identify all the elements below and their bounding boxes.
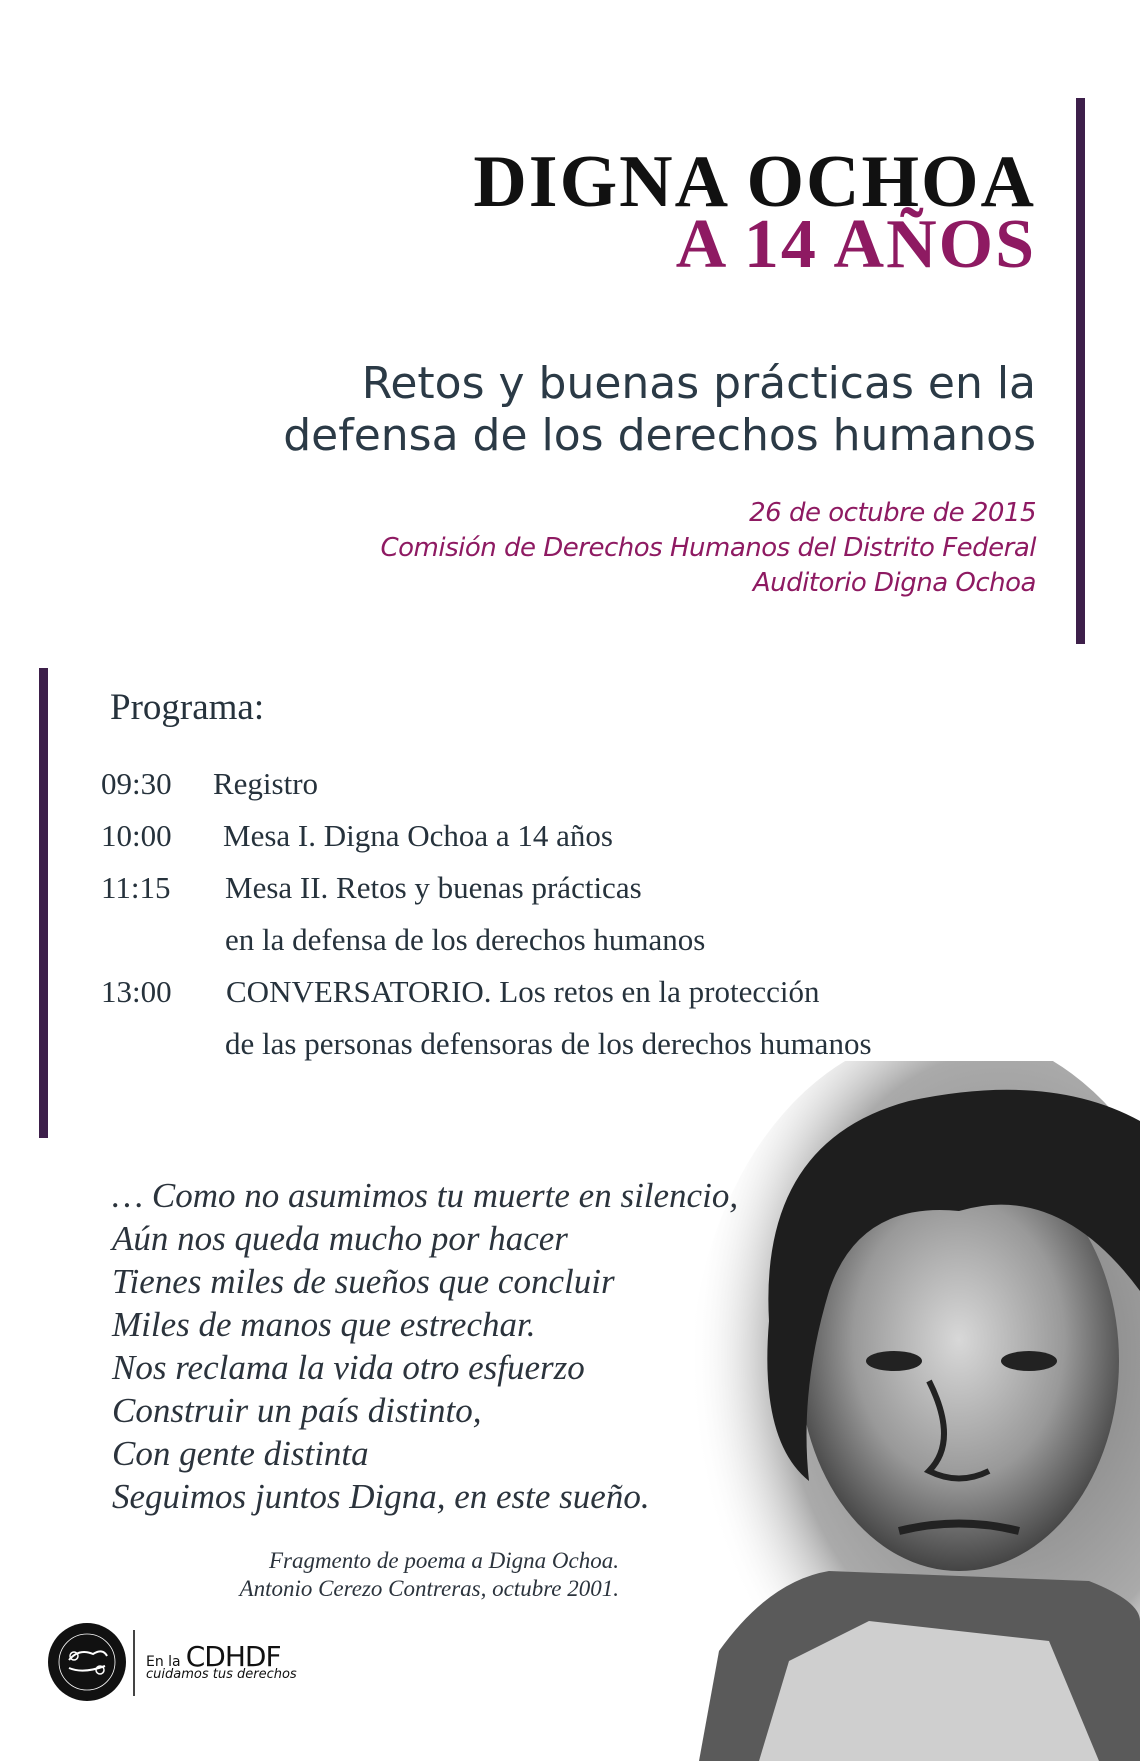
poem-line: Aún nos queda mucho por hacer — [112, 1219, 568, 1258]
poem-line: Seguimos juntos Digna, en este sueño. — [112, 1477, 650, 1516]
cdhdf-wordmark — [146, 1640, 297, 1682]
program-item: Registro — [213, 766, 319, 801]
event-organization: Comisión de Derechos Humanos del Distrito Federal — [380, 533, 1036, 563]
poem-line: Tienes miles de sueños que concluir — [112, 1262, 615, 1301]
title-line-1: DIGNA OCHOA — [473, 141, 1036, 223]
poem-author: Antonio Cerezo Contreras, octubre 2001. — [239, 1576, 619, 1601]
program-item: CONVERSATORIO. Los retos en la protección — [226, 974, 820, 1009]
poem-line: Con gente distinta — [112, 1434, 369, 1473]
program-time: 11:15 — [101, 870, 171, 905]
poem-line: … Como no asumimos tu muerte en silencio, — [112, 1176, 739, 1215]
program-time: 10:00 — [101, 818, 172, 853]
program-time: 09:30 — [101, 766, 172, 801]
wordmark-brand: CDHDF — [185, 1640, 281, 1673]
wordmark-prefix: En la — [146, 1654, 181, 1670]
program-time: 13:00 — [101, 974, 172, 1009]
program-heading: Programa: — [110, 687, 265, 728]
left-accent-bar — [39, 668, 48, 1138]
event-date: 26 de octubre de 2015 — [749, 498, 1036, 528]
program-item: Mesa I. Digna Ochoa a 14 años — [223, 818, 613, 853]
poem-attribution: Fragmento de poema a Digna Ochoa. — [268, 1548, 619, 1573]
subtitle-line-2: defensa de los derechos humanos — [283, 410, 1036, 461]
program-item-continued: en la defensa de los derechos humanos — [225, 922, 706, 957]
logo-divider — [133, 1630, 135, 1696]
event-venue: Auditorio Digna Ochoa — [752, 568, 1036, 598]
poem-line: Miles de manos que estrechar. — [112, 1305, 536, 1344]
wordmark-tagline: cuidamos tus derechos — [146, 1667, 297, 1682]
program-item: Mesa II. Retos y buenas prácticas — [225, 870, 642, 905]
poem-line: Nos reclama la vida otro esfuerzo — [112, 1348, 585, 1387]
right-accent-bar — [1076, 98, 1085, 644]
title-line-2: A 14 AÑOS — [675, 206, 1036, 283]
program-item-continued: de las personas defensoras de los derechos humanos — [225, 1026, 872, 1061]
cdhdf-seal-logo — [47, 1622, 127, 1702]
subtitle-line-1: Retos y buenas prácticas en la — [361, 358, 1036, 409]
portrait-photo — [629, 1061, 1140, 1761]
poem-line: Construir un país distinto, — [112, 1391, 482, 1430]
